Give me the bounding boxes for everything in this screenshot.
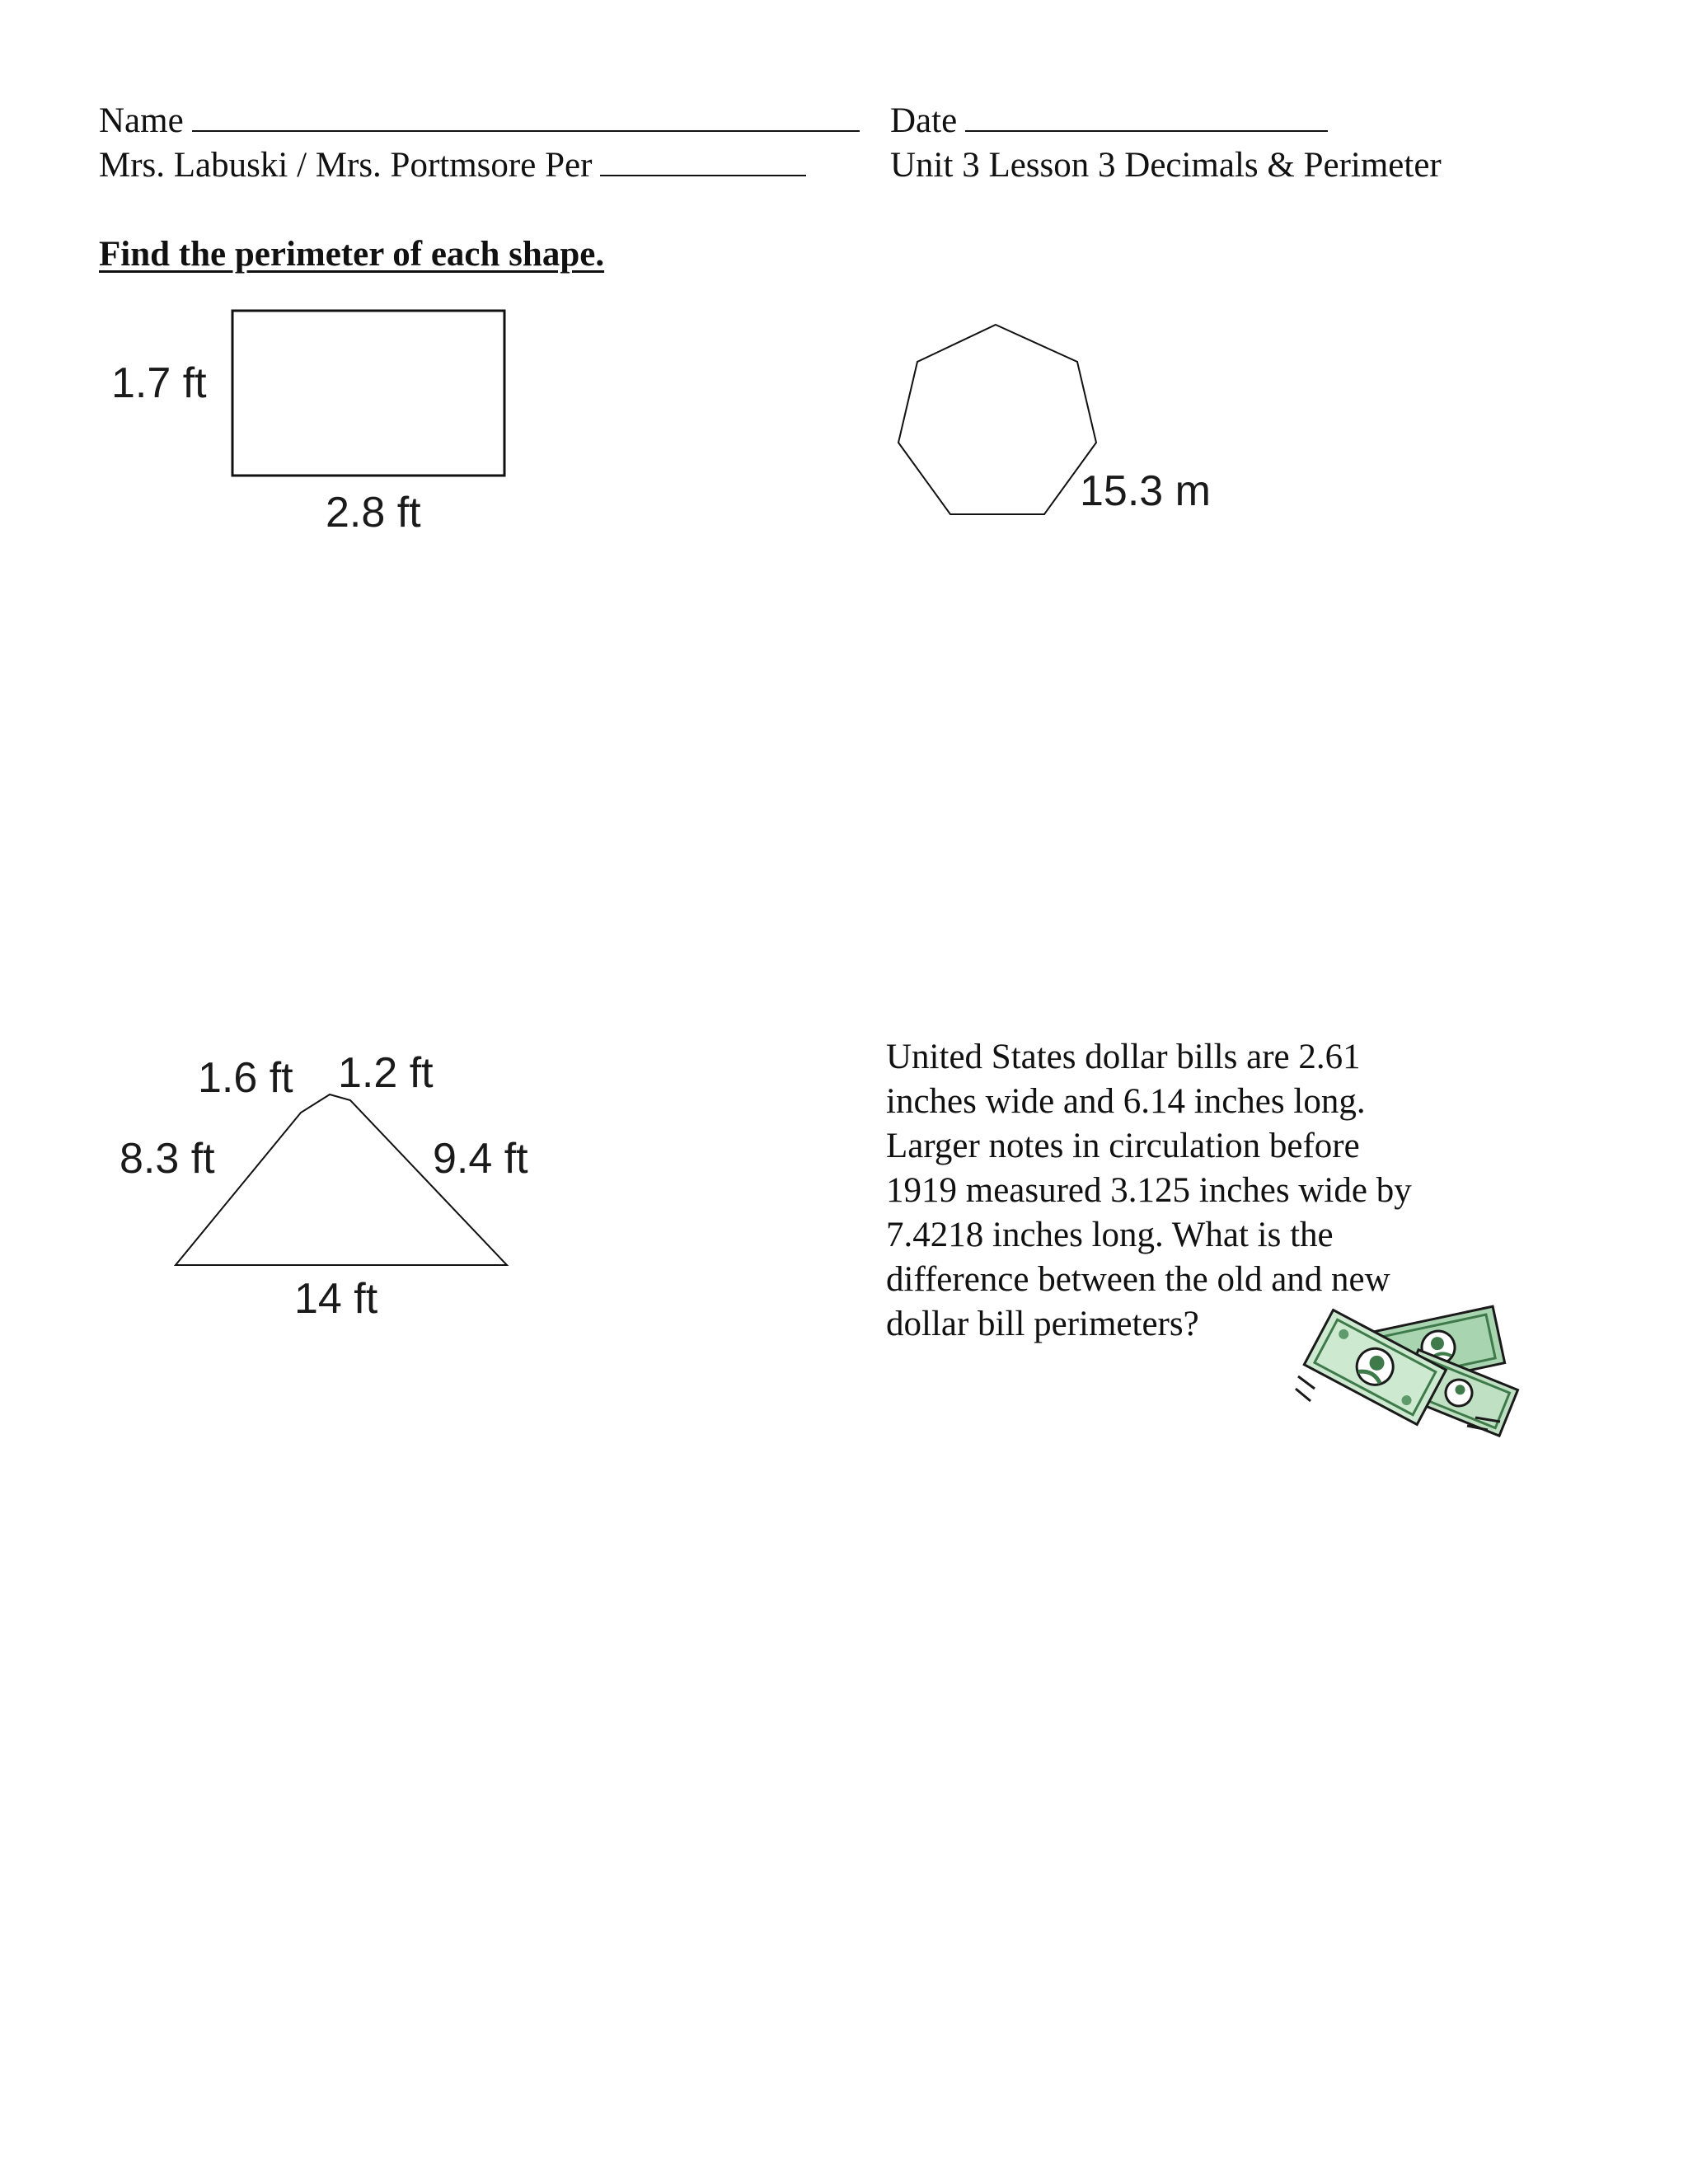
dollar-bills-icon — [1294, 1298, 1508, 1438]
word-problem-line: difference between the old and new — [886, 1260, 1390, 1299]
word-problem-line: 1919 measured 3.125 inches wide by — [886, 1171, 1412, 1210]
name-label: Name — [99, 101, 184, 140]
name-blank[interactable] — [192, 101, 860, 132]
word-problem-line: inches wide and 6.14 inches long. — [886, 1082, 1366, 1121]
rectangle-shape — [231, 309, 507, 478]
teacher-period-label: Mrs. Labuski / Mrs. Portmsore Per — [99, 146, 593, 185]
trapezoid-left-side-label: 8.3 ft — [120, 1135, 215, 1183]
date-label: Date — [890, 101, 958, 140]
word-problem-line: Larger notes in circulation before — [886, 1127, 1360, 1165]
heptagon-shape — [894, 323, 1100, 521]
rectangle-height-label: 1.7 ft — [111, 359, 207, 407]
word-problem-line: United States dollar bills are 2.61 — [886, 1038, 1361, 1076]
heptagon-side-label: 15.3 m — [1080, 467, 1211, 515]
word-problem-line: 7.4218 inches long. What is the — [886, 1216, 1334, 1254]
trapezoid-top-left-label: 1.6 ft — [198, 1054, 293, 1102]
date-blank[interactable] — [965, 101, 1328, 132]
trapezoid-right-side-label: 9.4 ft — [433, 1135, 528, 1183]
date-line — [890, 99, 1328, 143]
trapezoid-top-right-label: 1.2 ft — [338, 1049, 434, 1097]
unit-title: Unit 3 Lesson 3 Decimals & Perimeter — [890, 146, 1442, 185]
trapezoid-base-label: 14 ft — [294, 1275, 378, 1323]
name-line — [99, 99, 860, 143]
teacher-period-line — [99, 143, 806, 188]
period-blank[interactable] — [600, 145, 806, 176]
instructions-heading: Find the perimeter of each shape. — [99, 235, 605, 274]
word-problem-line: dollar bill perimeters? — [886, 1305, 1199, 1343]
rectangle-width-label: 2.8 ft — [326, 489, 421, 537]
